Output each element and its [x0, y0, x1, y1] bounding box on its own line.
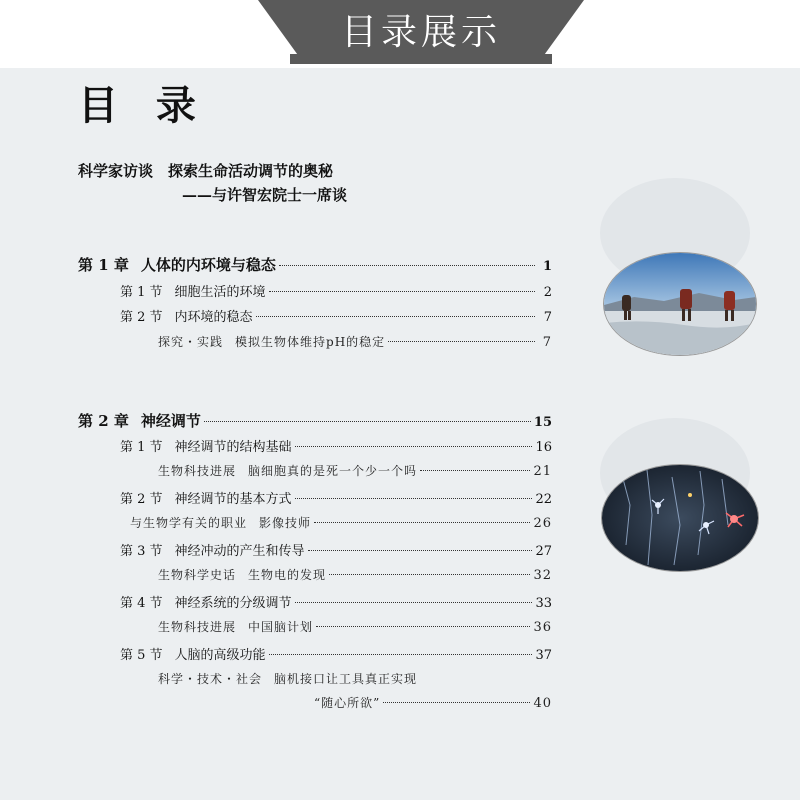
page-number: 27 — [535, 544, 552, 559]
page-number: 33 — [535, 596, 552, 611]
leader-dots — [204, 421, 531, 422]
interview-subtitle: ——与许智宏院士一席谈 — [182, 186, 348, 204]
feature-label: 科学・技术・社会 — [158, 672, 263, 686]
toc-section[interactable] — [120, 281, 552, 300]
toc-section[interactable] — [120, 540, 552, 559]
banner-title: 目录展示 — [340, 12, 501, 53]
toc-section[interactable] — [120, 488, 552, 507]
page-number: 21 — [533, 464, 552, 479]
toc-feature[interactable] — [158, 333, 552, 350]
toc-feature[interactable] — [158, 618, 552, 635]
leader-dots — [383, 702, 530, 703]
toc-feature[interactable] — [158, 566, 552, 583]
section-number: 第 2 节 — [120, 310, 163, 325]
leader-dots — [269, 291, 535, 292]
leader-dots — [388, 341, 535, 342]
section-number: 第 5 节 — [120, 648, 163, 663]
toc-chapter-1[interactable] — [78, 254, 552, 275]
banner-underline — [290, 54, 552, 64]
leader-dots — [279, 265, 535, 266]
section-title: 神经调节的结构基础 — [174, 440, 292, 455]
section-number: 第 1 节 — [120, 440, 163, 455]
leader-dots — [316, 626, 530, 627]
leader-dots — [295, 498, 533, 499]
section-title: 神经冲动的产生和传导 — [174, 544, 305, 559]
page-number: 2 — [543, 285, 552, 300]
leader-dots — [295, 602, 533, 603]
toc-chapter-2[interactable] — [78, 410, 552, 431]
toc-section[interactable] — [120, 436, 552, 455]
page-number: 15 — [533, 415, 552, 430]
section-title: 神经调节的基本方式 — [174, 492, 292, 507]
page-number: 40 — [533, 696, 552, 711]
page-number: 36 — [533, 620, 552, 635]
feature-label: 生物科技进展 — [158, 464, 237, 478]
page-number: 32 — [533, 568, 552, 583]
toc-section[interactable] — [120, 592, 552, 611]
page-title: 目 录 — [78, 83, 208, 129]
section-title: 细胞生活的环境 — [174, 285, 266, 300]
leader-dots — [269, 654, 533, 655]
feature-title: 模拟生物体维持pH的稳定 — [235, 335, 386, 349]
feature-title: 影像技师 — [259, 516, 312, 530]
page-number: 7 — [543, 310, 552, 325]
section-number: 第 2 节 — [120, 492, 163, 507]
chapter-title: 人体的内环境与稳态 — [140, 256, 276, 274]
section-title: 神经系统的分级调节 — [174, 596, 292, 611]
hikers-photo — [603, 252, 757, 356]
toc-feature[interactable] — [158, 670, 552, 687]
section-title: 人脑的高级功能 — [174, 648, 266, 663]
feature-title: 脑细胞真的是死一个少一个吗 — [248, 464, 418, 478]
interview-title: 科学家访谈 探索生命活动调节的奥秘 — [78, 162, 334, 180]
leader-dots — [308, 550, 533, 551]
section-number: 第 4 节 — [120, 596, 163, 611]
toc-feature-continued[interactable] — [314, 694, 552, 711]
feature-label: 与生物学有关的职业 — [130, 516, 248, 530]
feature-label: 生物科学史话 — [158, 568, 237, 582]
feature-label: 探究・实践 — [158, 335, 224, 349]
chapter-title: 神经调节 — [140, 412, 201, 430]
page-number: 16 — [535, 440, 552, 455]
feature-label: 生物科技进展 — [158, 620, 237, 634]
toc-section[interactable] — [120, 644, 552, 663]
toc-section[interactable] — [120, 306, 552, 325]
page-number: 7 — [542, 335, 552, 350]
leader-dots — [329, 574, 530, 575]
feature-title: 中国脑计划 — [248, 620, 314, 634]
page-number: 22 — [535, 492, 552, 507]
toc-feature[interactable] — [158, 462, 552, 479]
page-number: 37 — [535, 648, 552, 663]
feature-title: 生物电的发现 — [248, 568, 327, 582]
feature-title-continued: “随心所欲” — [314, 696, 381, 710]
page-number: 26 — [533, 516, 552, 531]
leader-dots — [420, 470, 530, 471]
neuron-illustration — [601, 464, 759, 572]
leader-dots — [256, 316, 535, 317]
toc-feature[interactable] — [130, 514, 552, 531]
chapter-number: 第 2 章 — [78, 412, 129, 430]
section-number: 第 1 节 — [120, 285, 163, 300]
chapter-number: 第 1 章 — [78, 256, 129, 274]
page-number: 1 — [542, 259, 552, 274]
leader-dots — [295, 446, 533, 447]
section-title: 内环境的稳态 — [174, 310, 253, 325]
leader-dots — [314, 522, 530, 523]
section-number: 第 3 节 — [120, 544, 163, 559]
feature-title: 脑机接口让工具真正实现 — [274, 672, 418, 686]
